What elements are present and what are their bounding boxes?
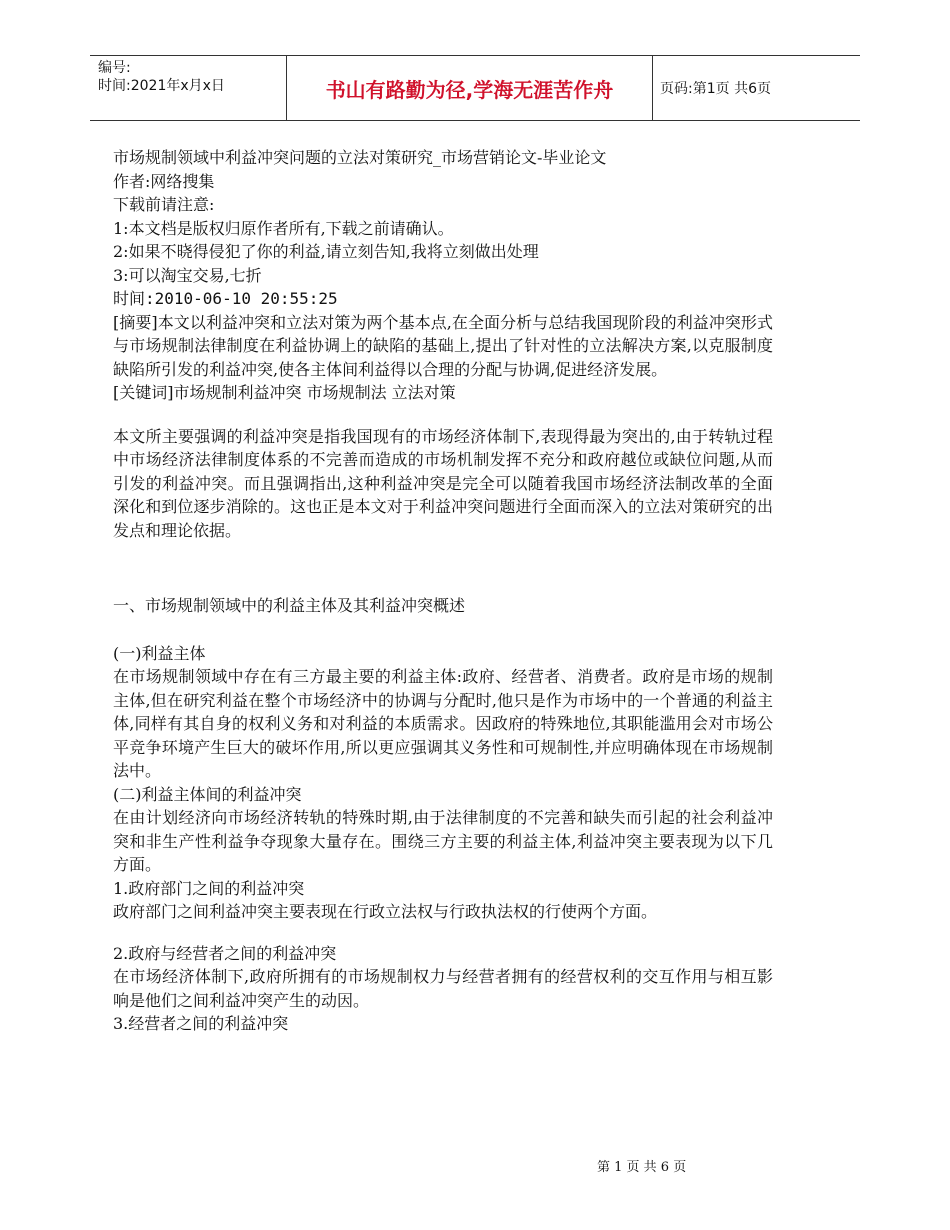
document-body (113, 146, 773, 1036)
item-2-text: 在市场经济体制下,政府所拥有的市场规制权力与经营者拥有的经营权利的交互作用与相互影响是他们之间利益冲突产生的动因。 (113, 967, 773, 1010)
keywords: [关键词]市场规制利益冲突 市场规制法 立法对策 (113, 383, 456, 402)
time-label: 时间:2021年x月x日 (98, 78, 225, 94)
doc-author: 作者:网络搜集 (113, 171, 215, 191)
section-heading-1: 一、市场规制领域中的利益主体及其利益冲突概述 (113, 596, 466, 615)
header-motto: 书山有路勤为径,学海无涯苦作舟 (286, 56, 653, 120)
footer-page-number: 第 1 页 共 6 页 (597, 1160, 687, 1175)
header-meta (98, 59, 288, 95)
item-heading-1: 1.政府部门之间的利益冲突 (113, 878, 305, 898)
doc-title: 市场规制领域中利益冲突问题的立法对策研究_市场营销论文-毕业论文 (113, 148, 607, 167)
serial-label: 编号: (98, 60, 131, 76)
item-heading-2: 2.政府与经营者之间的利益冲突 (113, 943, 337, 963)
notice-1: 1:本文档是版权归原作者所有,下载之前请确认。 (113, 218, 454, 238)
abstract: [摘要]本文以利益冲突和立法对策为两个基本点,在全面分析与总结我国现阶段的利益冲突形式与市场规制法律制度在利益协调上的缺陷的基础上,提出了针对性的立法解决方案,以克服制度缺陷所引发的利益冲突,使各主体间利益得以合理的分配与协调,促进经济发展。 (113, 312, 773, 379)
item-1-text: 政府部门之间利益冲突主要表现在行政立法权与行政执法权的行使两个方面。 (113, 902, 658, 921)
subsection-heading-1: (一)利益主体 (113, 643, 206, 663)
page-header (90, 55, 860, 121)
intro-paragraph: 本文所主要强调的利益冲突是指我国现有的市场经济体制下,表现得最为突出的,由于转轨过程中市场经济法律制度体系的不完善而造成的市场机制发挥不充分和政府越位或缺位问题,从而引发的利益冲突。而且强调指出,这种利益冲突是完全可以随着我国市场经济法制改革的全面深化和到位逐步消除的。这也正是本文对于利益冲突问题进行全面而深入的立法对策研究的出发点和理论依据。 (113, 426, 773, 540)
notice-heading: 下载前请注意: (113, 195, 215, 214)
item-heading-3: 3.经营者之间的利益冲突 (113, 1014, 289, 1033)
subsection-2-text: 在由计划经济向市场经济转轨的特殊时期,由于法律制度的不完善和缺失而引起的社会利益冲突和非生产性利益争夺现象大量存在。围绕三方主要的利益主体,利益冲突主要表现为以下几方面。 (113, 808, 773, 874)
notice-3: 3:可以淘宝交易,七折 (113, 265, 262, 285)
notice-2: 2:如果不晓得侵犯了你的利益,请立刻告知,我将立刻做出处理 (113, 242, 539, 261)
subsection-heading-2: (二)利益主体间的利益冲突 (113, 784, 302, 804)
subsection-1-text: 在市场规制领域中存在有三方最主要的利益主体:政府、经营者、消费者。政府是市场的规制主体,但在研究利益在整个市场经济中的协调与分配时,他只是作为市场中的一个普通的利益主体,同样有其自身的权利义务和对利益的本质需求。因政府的特殊地位,其职能滥用会对市场公平竞争环境产生巨大的破坏作用,所以更应强调其义务性和可规制性,并应明确体现在市场规制法中。 (113, 667, 773, 780)
header-page-info: 页码:第1页 共6页 (660, 81, 771, 97)
doc-timestamp: 时间:2010-06-10 20:55:25 (113, 289, 338, 308)
